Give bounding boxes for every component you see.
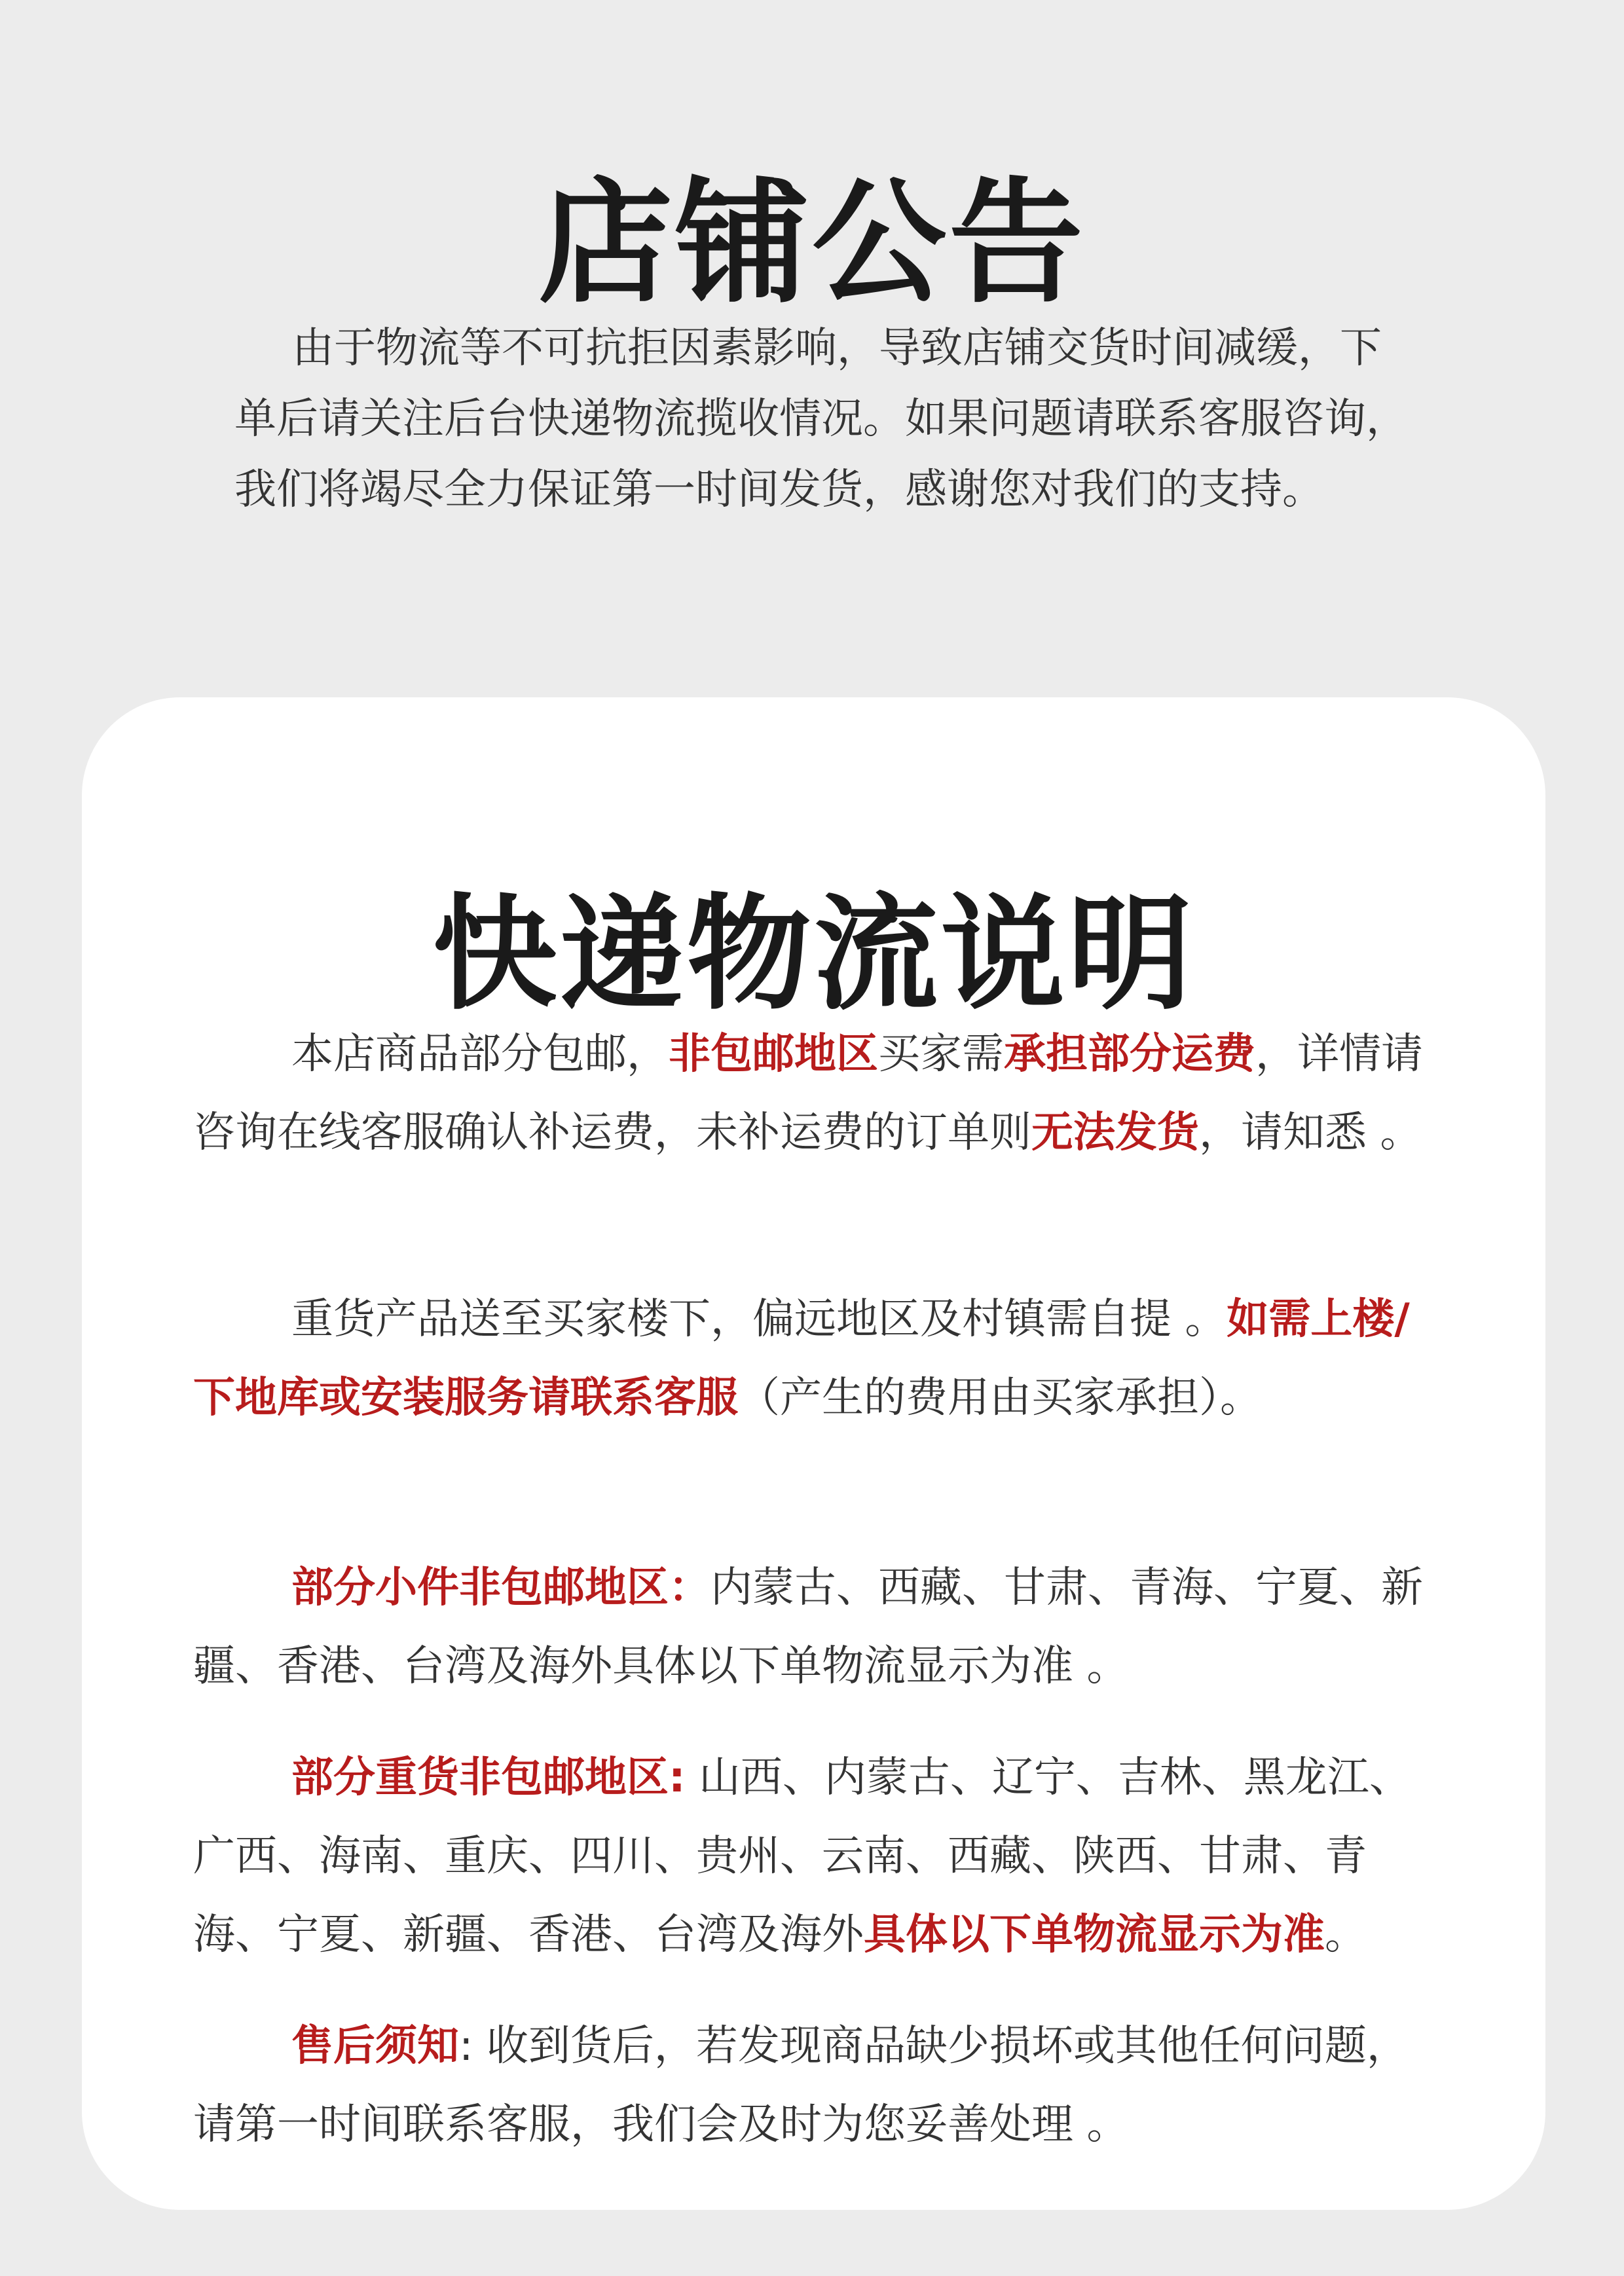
highlight-partial-shipping-fee: 承担部分运费 [1004, 1030, 1255, 1078]
highlight-after-sales-label: 售后须知 [291, 2022, 459, 2070]
text-segment: 。 [1325, 1911, 1367, 1959]
highlight-logistics-shown: 具体以下单物流显示为准 [864, 1911, 1325, 1959]
small-items-region-paragraph [193, 1549, 1437, 1706]
logistics-title: 快递物流说明 [432, 881, 1195, 1027]
highlight-small-items-label: 部分小件非包邮地区： [291, 1564, 710, 1612]
text-segment: 重货产品送至买家楼下，偏远地区及村镇需自提 。 [291, 1295, 1227, 1344]
text-segment: 买家需 [878, 1030, 1004, 1078]
logistics-card [82, 697, 1545, 2210]
highlight-heavy-items-label: 部分重货非包邮地区: [291, 1753, 686, 1802]
highlight-cannot-ship: 无法发货 [1031, 1109, 1199, 1157]
store-notice-title: 店铺公告 [538, 166, 1086, 322]
text-segment: : 收到货后，若发现商品缺少损坏或其他任何问题，请第一时间联系客服，我们会及时为您妥善处理 。 [193, 2022, 1409, 2149]
store-notice-body: 由于物流等不可抗拒因素影响，导致店铺交货时间减缓，下单后请关注后台快递物流揽收情况。如果问题请联系客服咨询，我们将竭尽全力保证第一时间发货，感谢您对我们的支持。 [234, 324, 1408, 514]
heavy-goods-paragraph [193, 1280, 1437, 1437]
text-segment: ，详情请咨询在线客服确认补运费，未补运费的订单则 [193, 1030, 1423, 1157]
highlight-non-free-region: 非包邮地区 [669, 1030, 878, 1078]
after-sales-paragraph [193, 2007, 1437, 2164]
text-segment: （产生的费用由买家承担）。 [738, 1374, 1262, 1422]
free-shipping-paragraph [193, 1015, 1437, 1172]
text-segment: ，请知悉 。 [1199, 1109, 1422, 1157]
heavy-items-region-paragraph [193, 1738, 1437, 1974]
text-segment: 本店商品部分包邮， [291, 1030, 669, 1078]
text-segment: 山西、内蒙古、辽宁、吉林、黑龙江、广西、海南、重庆、四川、贵州、云南、西藏、陕西、甘肃、青海、宁夏、新疆、香港、台湾及海外 [193, 1753, 1411, 1959]
highlight-upstairs-service: 如需上楼/下地库或安装服务请联系客服 [193, 1295, 1410, 1422]
text-segment: 内蒙古、西藏、甘肃、青海、宁夏、新疆、香港、台湾及海外具体以下单物流显示为准 。 [193, 1564, 1423, 1691]
